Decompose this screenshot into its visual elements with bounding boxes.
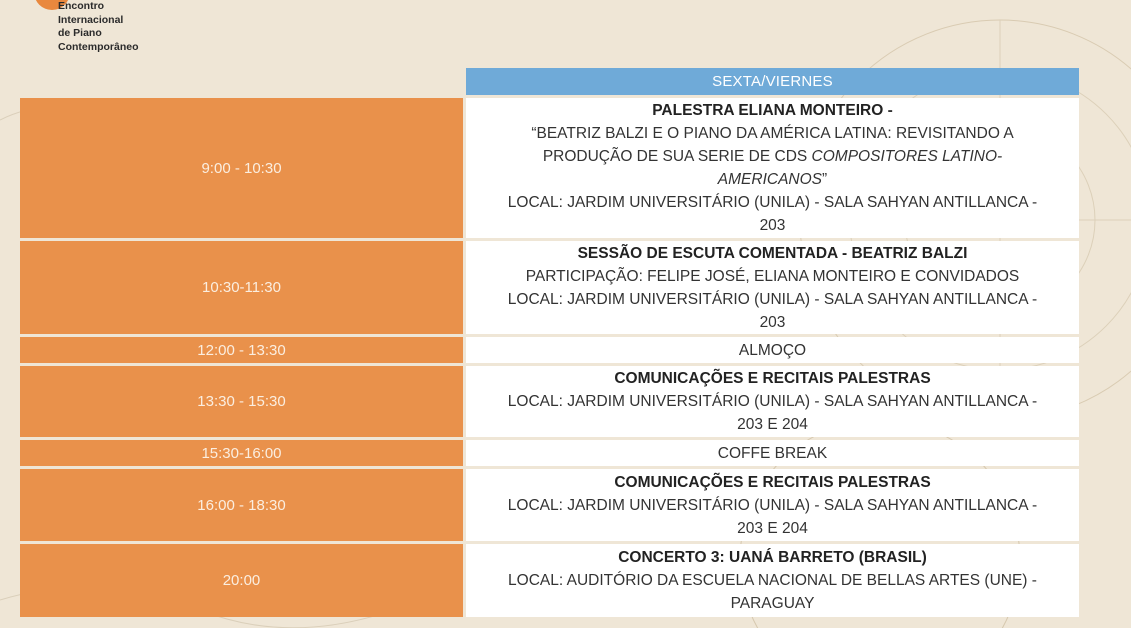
event-title: COMUNICAÇÕES E RECITAIS PALESTRAS: [614, 370, 931, 387]
time-cell: 10:30-11:30: [20, 241, 463, 334]
event-cell: [466, 440, 1079, 466]
event-text: COFFE BREAK: [717, 444, 828, 462]
schedule-row: [20, 366, 1079, 437]
event-quote-italic: COMPOSITORES LATINO-: [811, 148, 1003, 165]
event-title: SESSÃO DE ESCUTA COMENTADA - BEATRIZ BALZI: [577, 244, 968, 262]
time-cell: 12:00 - 13:30: [20, 337, 463, 363]
event-title: PALESTRA ELIANA MONTEIRO: [652, 102, 884, 119]
event-cell: [466, 469, 1079, 541]
event-logo: [14, 0, 164, 60]
schedule-row: [20, 544, 1079, 617]
logo-line: de Piano: [58, 27, 102, 39]
schedule-row: [20, 337, 1079, 363]
logo-line: Internacional: [58, 13, 124, 26]
event-participants: PARTICIPAÇÃO: FELIPE JOSÉ, ELIANA MONTEIRO E CONVIDADOS: [525, 267, 1020, 285]
event-location-line: LOCAL: JARDIM UNIVERSITÁRIO (UNILA) - SALA SAHYAN ANTILLANCA -: [507, 393, 1038, 410]
logo-text: [58, 0, 139, 54]
event-title: CONCERTO 3: UANÁ BARRETO (BRASIL): [618, 549, 927, 566]
event-cell: [466, 544, 1079, 617]
event-cell: [466, 241, 1079, 334]
event-location-line: LOCAL: JARDIM UNIVERSITÁRIO (UNILA) - SALA SAHYAN ANTILLANCA -: [507, 290, 1038, 308]
event-quote-text: PRODUÇÃO DE SUA SERIE DE CDS: [542, 148, 812, 165]
event-text: ALMOÇO: [738, 341, 807, 359]
event-location-line: 203 E 204: [737, 416, 808, 433]
event-quote-line: “BEATRIZ BALZI E O PIANO DA AMÉRICA LATINA: REVISITANDO A: [531, 125, 1014, 142]
event-location-line: 203: [759, 313, 786, 331]
event-title-suffix: -: [883, 102, 893, 119]
event-location-line: 203 E 204: [737, 519, 808, 537]
event-cell: [466, 98, 1079, 238]
time-cell: 9:00 - 10:30: [20, 98, 463, 238]
event-location-line: PARAGUAY: [730, 595, 815, 612]
event-quote-italic: AMERICANOS: [717, 171, 823, 188]
logo-line: Contemporâneo: [58, 40, 139, 53]
time-cell: 15:30-16:00: [20, 440, 463, 466]
time-cell: 13:30 - 15:30: [20, 366, 463, 437]
event-cell: [466, 366, 1079, 437]
schedule-row: [20, 469, 1079, 541]
schedule-row: [20, 98, 1079, 238]
event-location-line: LOCAL: JARDIM UNIVERSITÁRIO (UNILA) - SALA SAHYAN ANTILLANCA -: [507, 496, 1038, 514]
event-location-line: 203: [759, 217, 786, 234]
time-cell: 16:00 - 18:30: [20, 469, 463, 541]
event-quote-text: ”: [822, 171, 828, 188]
event-quote-line: [718, 168, 827, 191]
event-location-line: LOCAL: JARDIM UNIVERSITÁRIO (UNILA) - SALA SAHYAN ANTILLANCA -: [507, 194, 1038, 211]
event-quote-line: [543, 145, 1002, 168]
event-location-line: LOCAL: AUDITÓRIO DA ESCUELA NACIONAL DE BELLAS ARTES (UNE) -: [508, 572, 1037, 589]
event-title: COMUNICAÇÕES E RECITAIS PALESTRAS: [614, 473, 931, 491]
event-cell: [466, 337, 1079, 363]
time-cell: 20:00: [20, 544, 463, 617]
schedule-row: [20, 440, 1079, 466]
logo-line: Encontro: [58, 0, 105, 12]
schedule-row: [20, 241, 1079, 334]
event-title-line: [652, 99, 893, 122]
day-header: SEXTA/VIERNES: [466, 68, 1079, 95]
